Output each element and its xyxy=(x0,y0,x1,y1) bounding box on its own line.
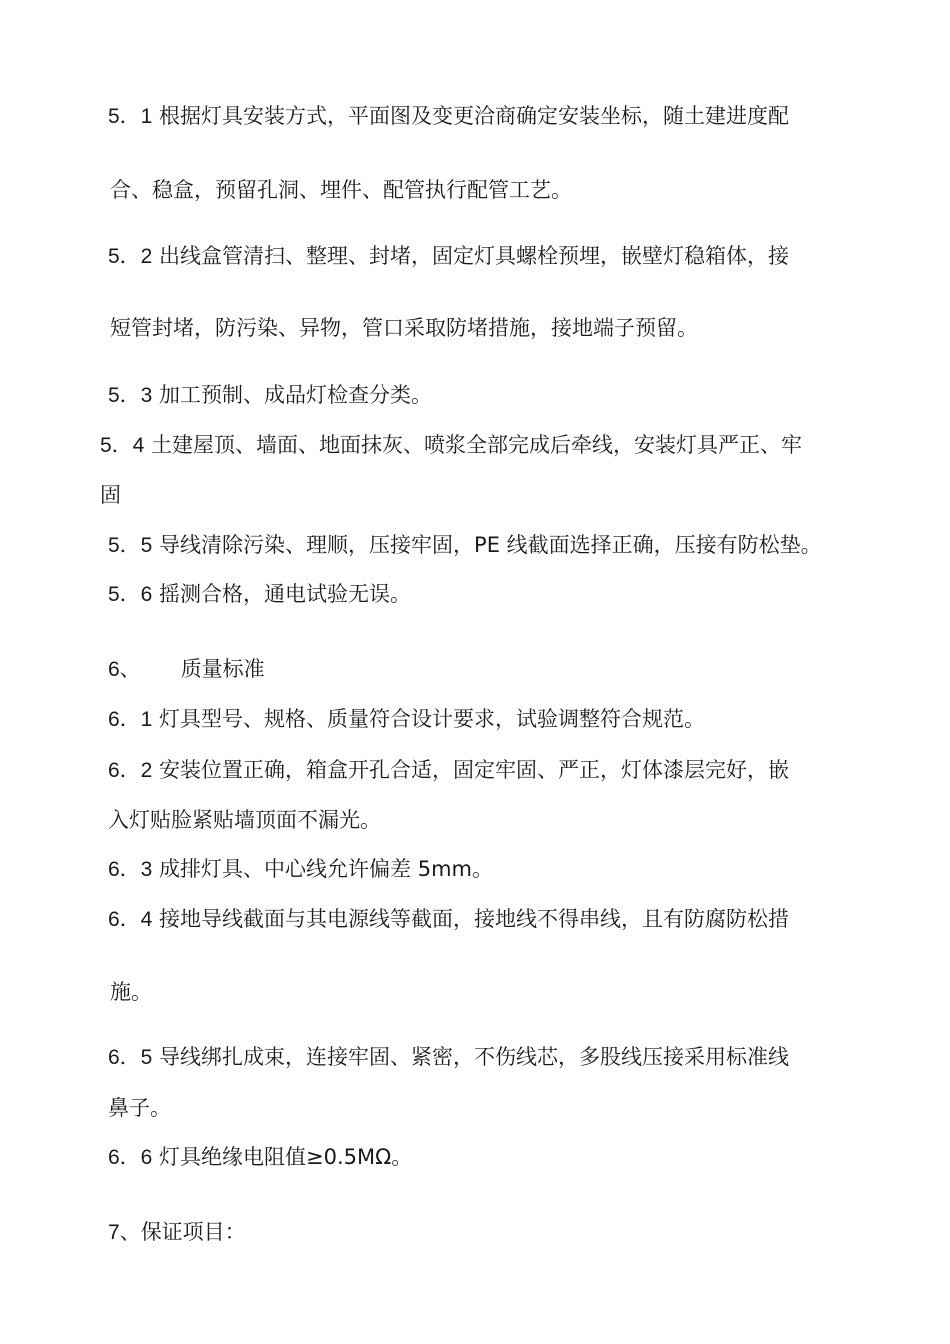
paragraph-5-4-line-2 xyxy=(100,481,121,509)
paragraph-6-1 xyxy=(108,705,705,734)
item-text: 合、稳盒，预留孔洞、埋件、配管执行配管工艺。 xyxy=(110,178,572,202)
section-number: 6、 xyxy=(108,658,141,681)
item-text: 灯具绝缘电阻值≥0.5MΩ。 xyxy=(159,1145,413,1169)
paragraph-5-5 xyxy=(108,531,822,560)
paragraph-6-3 xyxy=(108,855,493,884)
paragraph-5-2-line-1 xyxy=(108,242,789,271)
item-number: 6．5 xyxy=(108,1046,153,1069)
section-title: 保证项目： xyxy=(140,1220,246,1244)
item-number: 6．1 xyxy=(108,708,153,731)
item-number: 5．4 xyxy=(100,434,145,457)
paragraph-6-2-line-2 xyxy=(108,806,381,834)
item-text: 导线清除污染、理顺，压接牢固，PE 线截面选择正确，压接有防松垫。 xyxy=(159,533,822,557)
item-text: 土建屋顶、墙面、地面抹灰、喷浆全部完成后牵线，安装灯具严正、牢 xyxy=(151,433,803,457)
item-number: 5．2 xyxy=(108,245,153,268)
paragraph-6-5-line-2 xyxy=(108,1094,171,1122)
item-number: 5．5 xyxy=(108,534,153,557)
paragraph-5-6 xyxy=(108,580,411,609)
paragraph-6-4-line-1 xyxy=(108,905,789,934)
section-6-heading xyxy=(108,655,265,684)
paragraph-5-1-line-1 xyxy=(108,102,789,131)
item-text: 短管封堵，防污染、异物，管口采取防堵措施，接地端子预留。 xyxy=(110,316,698,340)
paragraph-5-2-line-2 xyxy=(110,314,698,342)
paragraph-6-2-line-1 xyxy=(108,756,789,785)
item-text: 固 xyxy=(100,483,121,507)
item-text: 灯具型号、规格、质量符合设计要求，试验调整符合规范。 xyxy=(159,707,706,731)
paragraph-5-1-line-2 xyxy=(110,176,572,204)
item-number: 6．4 xyxy=(108,908,153,931)
item-number: 5．6 xyxy=(108,583,153,606)
item-text: 施。 xyxy=(110,980,152,1004)
item-number: 5．1 xyxy=(108,105,153,128)
section-title: 质量标准 xyxy=(180,657,265,681)
item-number: 6．6 xyxy=(108,1146,153,1169)
paragraph-6-5-line-1 xyxy=(108,1043,789,1072)
item-number: 5．3 xyxy=(108,384,153,407)
item-number: 6．3 xyxy=(108,858,153,881)
paragraph-5-3 xyxy=(108,381,432,410)
section-number: 7、 xyxy=(108,1221,141,1244)
item-text: 加工预制、成品灯检查分类。 xyxy=(159,383,433,407)
item-text: 根据灯具安装方式，平面图及变更洽商确定安装坐标，随土建进度配 xyxy=(159,104,790,128)
item-text: 摇测合格，通电试验无误。 xyxy=(159,582,412,606)
paragraph-5-4-line-1 xyxy=(100,431,802,460)
item-number: 6．2 xyxy=(108,759,153,782)
section-7-heading xyxy=(108,1218,246,1247)
item-text: 鼻子。 xyxy=(108,1096,171,1120)
item-text: 出线盒管清扫、整理、封堵，固定灯具螺栓预埋，嵌壁灯稳箱体，接 xyxy=(159,244,790,268)
item-text: 成排灯具、中心线允许偏差 5mm。 xyxy=(159,857,493,881)
item-text: 接地导线截面与其电源线等截面，接地线不得串线，且有防腐防松措 xyxy=(159,907,790,931)
item-text: 安装位置正确，箱盒开孔合适，固定牢固、严正，灯体漆层完好，嵌 xyxy=(159,758,790,782)
paragraph-6-6 xyxy=(108,1143,412,1172)
item-text: 导线绑扎成束，连接牢固、紧密，不伤线芯，多股线压接采用标准线 xyxy=(159,1045,790,1069)
item-text: 入灯贴脸紧贴墙顶面不漏光。 xyxy=(108,808,381,832)
paragraph-6-4-line-2 xyxy=(110,978,152,1006)
